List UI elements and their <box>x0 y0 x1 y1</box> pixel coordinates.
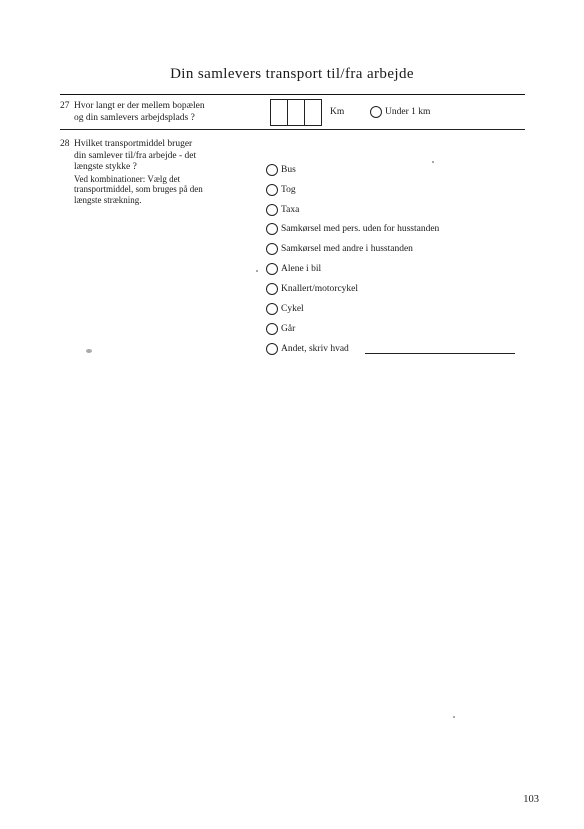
option-alene-i-bil-label: Alene i bil <box>281 264 322 274</box>
option-andet-label: Andet, skriv hvad <box>281 344 349 354</box>
divider-top <box>60 94 525 95</box>
radio-circle-icon[interactable] <box>266 204 278 216</box>
question-27-number: 27 <box>60 101 70 111</box>
page-title: Din samlevers transport til/fra arbejde <box>170 66 414 82</box>
radio-circle-icon[interactable] <box>266 223 278 235</box>
question-27-line-2: og din samlevers arbejdsplads ? <box>74 112 195 123</box>
km-digit-3[interactable] <box>304 99 322 126</box>
option-bus[interactable] <box>266 164 296 176</box>
radio-circle-icon[interactable] <box>370 106 382 118</box>
option-knallert-label: Knallert/motorcykel <box>281 284 359 294</box>
question-27-text <box>74 101 264 124</box>
radio-circle-icon[interactable] <box>266 323 278 335</box>
option-tog[interactable] <box>266 184 296 196</box>
option-taxa[interactable] <box>266 204 299 216</box>
option-cykel[interactable] <box>266 303 304 315</box>
question-28-line-1: Hvilket transportmiddel bruger <box>74 139 193 149</box>
question-28-note-1: Ved kombinationer: Vælg det <box>74 173 181 184</box>
option-samkoersel-andre-label: Samkørsel med andre i husstanden <box>281 244 413 254</box>
radio-circle-icon[interactable] <box>266 263 278 275</box>
page-number: 103 <box>523 794 539 805</box>
km-input[interactable] <box>270 99 322 126</box>
scan-speck <box>432 161 434 163</box>
km-unit-label: Km <box>330 107 345 117</box>
question-28-text <box>74 139 264 205</box>
radio-circle-icon[interactable] <box>266 164 278 176</box>
km-digit-2[interactable] <box>287 99 305 126</box>
andet-write-in-field[interactable] <box>365 344 515 354</box>
option-under-1km-label: Under 1 km <box>385 107 431 117</box>
option-gaar[interactable] <box>266 323 295 335</box>
question-28-number: 28 <box>60 139 70 149</box>
radio-circle-icon[interactable] <box>266 243 278 255</box>
radio-circle-icon[interactable] <box>266 184 278 196</box>
km-digit-1[interactable] <box>270 99 288 126</box>
scan-speck <box>86 349 92 353</box>
scan-speck <box>256 270 258 272</box>
option-tog-label: Tog <box>281 185 296 195</box>
option-taxa-label: Taxa <box>281 205 300 215</box>
option-samkoersel-andre[interactable] <box>266 243 413 255</box>
radio-circle-icon[interactable] <box>266 303 278 315</box>
option-cykel-label: Cykel <box>281 304 304 314</box>
option-samkoersel-uden-label: Samkørsel med pers. uden for husstanden <box>281 224 440 234</box>
option-knallert[interactable] <box>266 283 358 295</box>
question-28-line-3: længste stykke ? <box>74 162 137 172</box>
radio-circle-icon[interactable] <box>266 343 278 355</box>
option-under-1km[interactable] <box>370 106 430 118</box>
option-andet[interactable] <box>266 343 515 355</box>
question-28-line-2: din samlever til/fra arbejde - det <box>74 150 197 161</box>
option-gaar-label: Går <box>281 324 296 334</box>
option-bus-label: Bus <box>281 165 296 175</box>
question-28-note-3: længste strækning. <box>74 194 142 205</box>
question-28-note-2: transportmiddel, som bruges på den <box>74 184 203 194</box>
radio-circle-icon[interactable] <box>266 283 278 295</box>
question-27-line-1: Hvor langt er der mellem bopælen <box>74 101 205 111</box>
scan-speck <box>453 716 455 718</box>
option-samkoersel-uden[interactable] <box>266 223 439 235</box>
option-alene-i-bil[interactable] <box>266 263 321 275</box>
divider-middle <box>60 129 525 130</box>
